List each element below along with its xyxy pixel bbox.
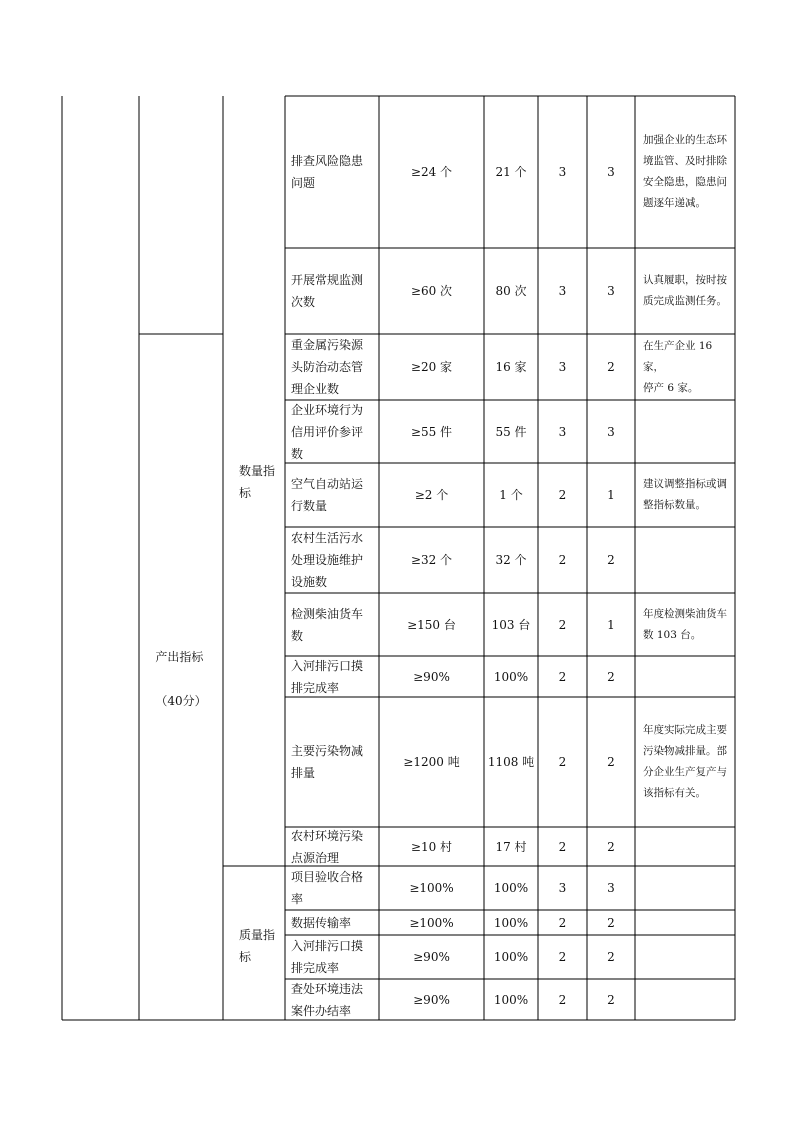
cell-note — [635, 910, 735, 935]
category-quantity — [223, 96, 285, 868]
category-quantity-label: 数量指 标 — [238, 464, 275, 500]
cell-weight: 2 — [558, 755, 567, 769]
cell-weight: 2 — [558, 553, 567, 567]
cell-weight: 2 — [558, 915, 567, 930]
cell-note — [635, 527, 735, 593]
cell-target: ≥2 个 — [414, 488, 449, 502]
cell-weight: 3 — [558, 360, 567, 374]
cell-name: 查处环境违法 案件办结率 — [291, 981, 364, 1018]
cell-score: 2 — [607, 553, 615, 567]
cell-actual: 21 个 — [495, 165, 527, 179]
cell-actual: 100% — [493, 992, 529, 1007]
cell-score: 2 — [607, 915, 615, 930]
cell-target: ≥150 台 — [407, 617, 456, 632]
cell-weight: 3 — [558, 284, 567, 298]
cell-actual: 100% — [493, 915, 529, 930]
cell-weight: 2 — [558, 950, 567, 964]
cell-note: 年度检测柴油货车 数 103 台。 — [643, 607, 727, 641]
cell-target: ≥90% — [413, 992, 450, 1007]
cell-note: 建议调整指标或调 整指标数量。 — [643, 478, 727, 511]
cell-target: ≥1200 吨 — [403, 755, 460, 769]
cell-note — [635, 935, 735, 979]
cell-target: ≥24 个 — [410, 165, 453, 179]
cell-name: 农村环境污染 点源治理 — [291, 828, 364, 865]
cell-note: 年度实际完成主要 污染物减排量。部 分企业生产复产与 该指标有关。 — [643, 724, 727, 799]
cell-actual: 16 家 — [495, 360, 527, 374]
cell-score: 3 — [607, 284, 615, 298]
cell-note: 加强企业的生态环 境监管、及时排除 安全隐患，隐患问 题逐年递减。 — [643, 134, 727, 209]
cell-actual: 100% — [493, 881, 529, 895]
cell-name: 检测柴油货车 数 — [291, 606, 364, 643]
cell-weight: 2 — [558, 669, 567, 684]
cell-target: ≥90% — [413, 669, 450, 684]
cell-note — [635, 827, 735, 866]
cell-weight: 3 — [558, 165, 567, 179]
cell-note — [635, 656, 735, 697]
cell-score: 3 — [607, 424, 615, 439]
category-output-score: （40分） — [155, 693, 207, 708]
cell-name: 开展常规监测 次数 — [291, 273, 364, 309]
cell-target: ≥32 个 — [410, 553, 453, 567]
category-output-label: 产出指标 — [155, 649, 204, 664]
cell-name: 入河排污口摸 排完成率 — [291, 658, 364, 695]
cell-note: 在生产企业 16 家， 停产 6 家。 — [643, 339, 713, 394]
cell-name: 农村生活污水 处理设施维护 设施数 — [291, 531, 364, 589]
cell-actual: 32 个 — [495, 553, 527, 567]
cell-actual: 80 次 — [495, 284, 527, 298]
cell-actual: 55 件 — [495, 424, 527, 439]
cell-actual: 103 台 — [491, 617, 531, 632]
cell-target: ≥20 家 — [410, 360, 453, 374]
cell-score: 2 — [607, 950, 615, 964]
cell-weight: 3 — [558, 424, 567, 439]
category-output — [139, 334, 223, 1023]
cell-note — [635, 400, 735, 463]
cell-note — [635, 979, 735, 1020]
cell-note — [635, 866, 735, 910]
cell-score: 2 — [607, 839, 615, 854]
cell-weight: 2 — [558, 488, 567, 502]
cell-note: 认真履职，按时按 质完成监测任务。 — [643, 274, 727, 307]
cell-score: 1 — [607, 617, 615, 632]
cell-target: ≥60 次 — [410, 284, 453, 298]
cell-target: ≥10 村 — [410, 839, 453, 854]
cell-score: 3 — [607, 165, 615, 179]
cell-name: 入河排污口摸 排完成率 — [291, 939, 364, 975]
cell-score: 2 — [607, 755, 615, 769]
cell-name: 项目验收合格 率 — [291, 870, 364, 906]
cell-actual: 100% — [493, 669, 529, 684]
cell-actual: 17 村 — [495, 839, 527, 854]
cell-weight: 3 — [558, 881, 567, 895]
cell-name: 主要污染物减 排量 — [291, 744, 364, 780]
cell-score: 3 — [607, 881, 615, 895]
cell-score: 2 — [607, 669, 615, 684]
cell-target: ≥100% — [409, 881, 454, 895]
cell-name: 数据传输率 — [291, 915, 352, 930]
cell-name: 排查风险隐患 问题 — [291, 154, 364, 190]
category-quality — [223, 868, 285, 1023]
cell-target: ≥55 件 — [410, 424, 453, 439]
cell-name: 重金属污染源 头防治动态管 理企业数 — [291, 338, 364, 396]
cell-weight: 2 — [558, 839, 567, 854]
cell-target: ≥100% — [409, 915, 454, 930]
cell-score: 2 — [607, 360, 615, 374]
cell-actual: 1 个 — [499, 488, 523, 502]
category-quality-label: 质量指 标 — [238, 927, 275, 964]
cell-name: 企业环境行为 信用评价参评 数 — [291, 402, 364, 461]
cell-score: 2 — [607, 992, 615, 1007]
cell-target: ≥90% — [413, 950, 450, 964]
cell-score: 1 — [607, 488, 615, 502]
cell-actual: 100% — [493, 950, 529, 964]
cell-weight: 2 — [558, 992, 567, 1007]
cell-name: 空气自动站运 行数量 — [291, 477, 364, 513]
cell-actual: 1108 吨 — [487, 755, 535, 769]
cell-weight: 2 — [558, 617, 567, 632]
